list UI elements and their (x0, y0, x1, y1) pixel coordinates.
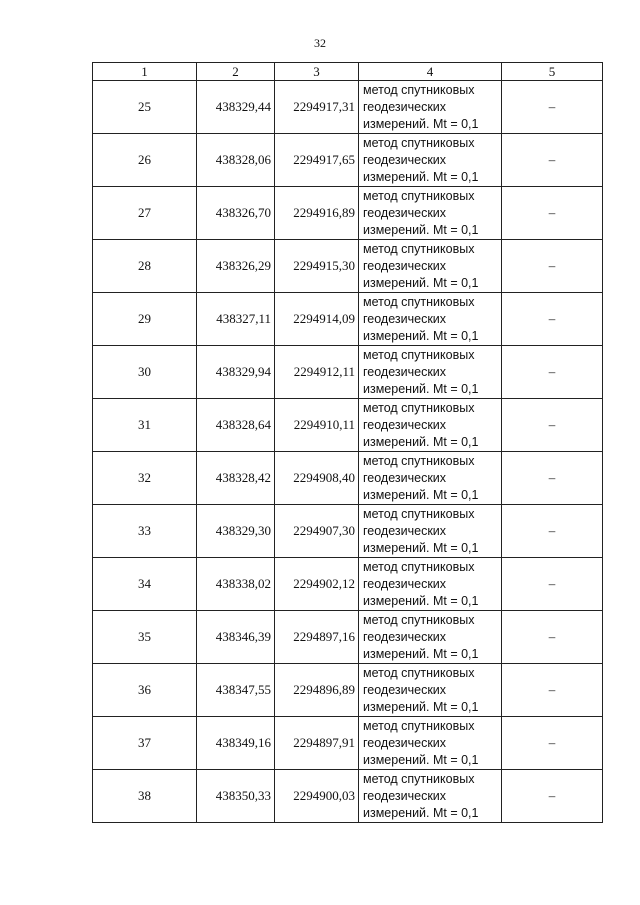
x-coordinate-cell: 438347,55 (197, 664, 275, 717)
table-row (93, 717, 603, 770)
description-cell: – (502, 399, 603, 452)
method-line: метод спутниковых (363, 612, 475, 627)
point-number-cell: 26 (93, 134, 197, 187)
method-line: измерений. Mt = 0,1 (363, 805, 479, 820)
description-cell: – (502, 187, 603, 240)
table-body (93, 81, 603, 823)
description-cell: – (502, 717, 603, 770)
table-row (93, 505, 603, 558)
method-line: геодезических (363, 364, 447, 379)
point-number-cell: 25 (93, 81, 197, 134)
method-cell (359, 134, 502, 187)
method-line: геодезических (363, 682, 447, 697)
point-number-cell: 29 (93, 293, 197, 346)
column-header: 3 (275, 63, 359, 81)
y-coordinate-cell: 2294914,09 (275, 293, 359, 346)
point-number-cell: 33 (93, 505, 197, 558)
y-coordinate-cell: 2294910,11 (275, 399, 359, 452)
table-row (93, 240, 603, 293)
method-line: измерений. Mt = 0,1 (363, 699, 479, 714)
table-row (93, 81, 603, 134)
point-number-cell: 31 (93, 399, 197, 452)
x-coordinate-cell: 438346,39 (197, 611, 275, 664)
point-number-cell: 36 (93, 664, 197, 717)
page-number: 32 (314, 36, 326, 50)
point-number-cell: 38 (93, 770, 197, 823)
y-coordinate-cell: 2294900,03 (275, 770, 359, 823)
y-coordinate-cell: 2294897,16 (275, 611, 359, 664)
method-line: геодезических (363, 735, 447, 750)
header-row (93, 63, 603, 81)
point-number-cell: 37 (93, 717, 197, 770)
method-line: геодезических (363, 99, 447, 114)
method-line: геодезических (363, 629, 447, 644)
method-cell (359, 346, 502, 399)
method-cell (359, 770, 502, 823)
table-row (93, 664, 603, 717)
y-coordinate-cell: 2294915,30 (275, 240, 359, 293)
method-line: геодезических (363, 417, 447, 432)
method-cell (359, 293, 502, 346)
method-line: метод спутниковых (363, 718, 475, 733)
table-row (93, 399, 603, 452)
description-cell: – (502, 346, 603, 399)
table-row (93, 558, 603, 611)
method-line: геодезических (363, 470, 447, 485)
table-row (93, 187, 603, 240)
method-cell (359, 81, 502, 134)
method-line: метод спутниковых (363, 453, 475, 468)
method-line: метод спутниковых (363, 400, 475, 415)
x-coordinate-cell: 438326,70 (197, 187, 275, 240)
method-cell (359, 399, 502, 452)
point-number-cell: 30 (93, 346, 197, 399)
description-cell: – (502, 558, 603, 611)
method-line: измерений. Mt = 0,1 (363, 434, 479, 449)
y-coordinate-cell: 2294917,31 (275, 81, 359, 134)
method-line: измерений. Mt = 0,1 (363, 752, 479, 767)
x-coordinate-cell: 438329,44 (197, 81, 275, 134)
method-line: измерений. Mt = 0,1 (363, 328, 479, 343)
table-row (93, 293, 603, 346)
x-coordinate-cell: 438326,29 (197, 240, 275, 293)
point-number-cell: 34 (93, 558, 197, 611)
x-coordinate-cell: 438349,16 (197, 717, 275, 770)
method-line: метод спутниковых (363, 559, 475, 574)
point-number-cell: 27 (93, 187, 197, 240)
method-line: метод спутниковых (363, 241, 475, 256)
method-line: геодезических (363, 576, 447, 591)
table-row (93, 134, 603, 187)
point-number-cell: 32 (93, 452, 197, 505)
point-number-cell: 28 (93, 240, 197, 293)
description-cell: – (502, 611, 603, 664)
x-coordinate-cell: 438338,02 (197, 558, 275, 611)
method-line: геодезических (363, 788, 447, 803)
method-cell (359, 505, 502, 558)
y-coordinate-cell: 2294897,91 (275, 717, 359, 770)
table-row (93, 452, 603, 505)
method-cell (359, 558, 502, 611)
method-cell (359, 452, 502, 505)
y-coordinate-cell: 2294908,40 (275, 452, 359, 505)
method-line: метод спутниковых (363, 82, 475, 97)
y-coordinate-cell: 2294916,89 (275, 187, 359, 240)
method-line: измерений. Mt = 0,1 (363, 222, 479, 237)
x-coordinate-cell: 438329,30 (197, 505, 275, 558)
column-header: 1 (93, 63, 197, 81)
description-cell: – (502, 452, 603, 505)
method-line: метод спутниковых (363, 188, 475, 203)
method-line: геодезических (363, 205, 447, 220)
method-line: измерений. Mt = 0,1 (363, 381, 479, 396)
column-header: 2 (197, 63, 275, 81)
description-cell: – (502, 505, 603, 558)
table-row (93, 346, 603, 399)
description-cell: – (502, 240, 603, 293)
x-coordinate-cell: 438328,06 (197, 134, 275, 187)
column-header: 5 (502, 63, 603, 81)
method-line: метод спутниковых (363, 294, 475, 309)
point-number-cell: 35 (93, 611, 197, 664)
y-coordinate-cell: 2294912,11 (275, 346, 359, 399)
table-row (93, 611, 603, 664)
method-line: измерений. Mt = 0,1 (363, 540, 479, 555)
method-cell (359, 717, 502, 770)
method-cell (359, 664, 502, 717)
method-line: геодезических (363, 523, 447, 538)
table-row (93, 770, 603, 823)
y-coordinate-cell: 2294896,89 (275, 664, 359, 717)
method-cell (359, 187, 502, 240)
method-line: измерений. Mt = 0,1 (363, 275, 479, 290)
method-line: метод спутниковых (363, 347, 475, 362)
y-coordinate-cell: 2294902,12 (275, 558, 359, 611)
method-line: измерений. Mt = 0,1 (363, 487, 479, 502)
description-cell: – (502, 134, 603, 187)
method-line: измерений. Mt = 0,1 (363, 169, 479, 184)
method-line: геодезических (363, 258, 447, 273)
coordinates-table (92, 62, 603, 823)
x-coordinate-cell: 438328,42 (197, 452, 275, 505)
method-line: измерений. Mt = 0,1 (363, 646, 479, 661)
x-coordinate-cell: 438327,11 (197, 293, 275, 346)
y-coordinate-cell: 2294917,65 (275, 134, 359, 187)
y-coordinate-cell: 2294907,30 (275, 505, 359, 558)
method-line: измерений. Mt = 0,1 (363, 593, 479, 608)
description-cell: – (502, 664, 603, 717)
method-line: геодезических (363, 152, 447, 167)
method-cell (359, 240, 502, 293)
method-line: метод спутниковых (363, 665, 475, 680)
x-coordinate-cell: 438350,33 (197, 770, 275, 823)
column-header: 4 (359, 63, 502, 81)
method-cell (359, 611, 502, 664)
method-line: геодезических (363, 311, 447, 326)
x-coordinate-cell: 438328,64 (197, 399, 275, 452)
description-cell: – (502, 770, 603, 823)
method-line: метод спутниковых (363, 771, 475, 786)
method-line: измерений. Mt = 0,1 (363, 116, 479, 131)
method-line: метод спутниковых (363, 135, 475, 150)
description-cell: – (502, 293, 603, 346)
x-coordinate-cell: 438329,94 (197, 346, 275, 399)
method-line: метод спутниковых (363, 506, 475, 521)
description-cell: – (502, 81, 603, 134)
